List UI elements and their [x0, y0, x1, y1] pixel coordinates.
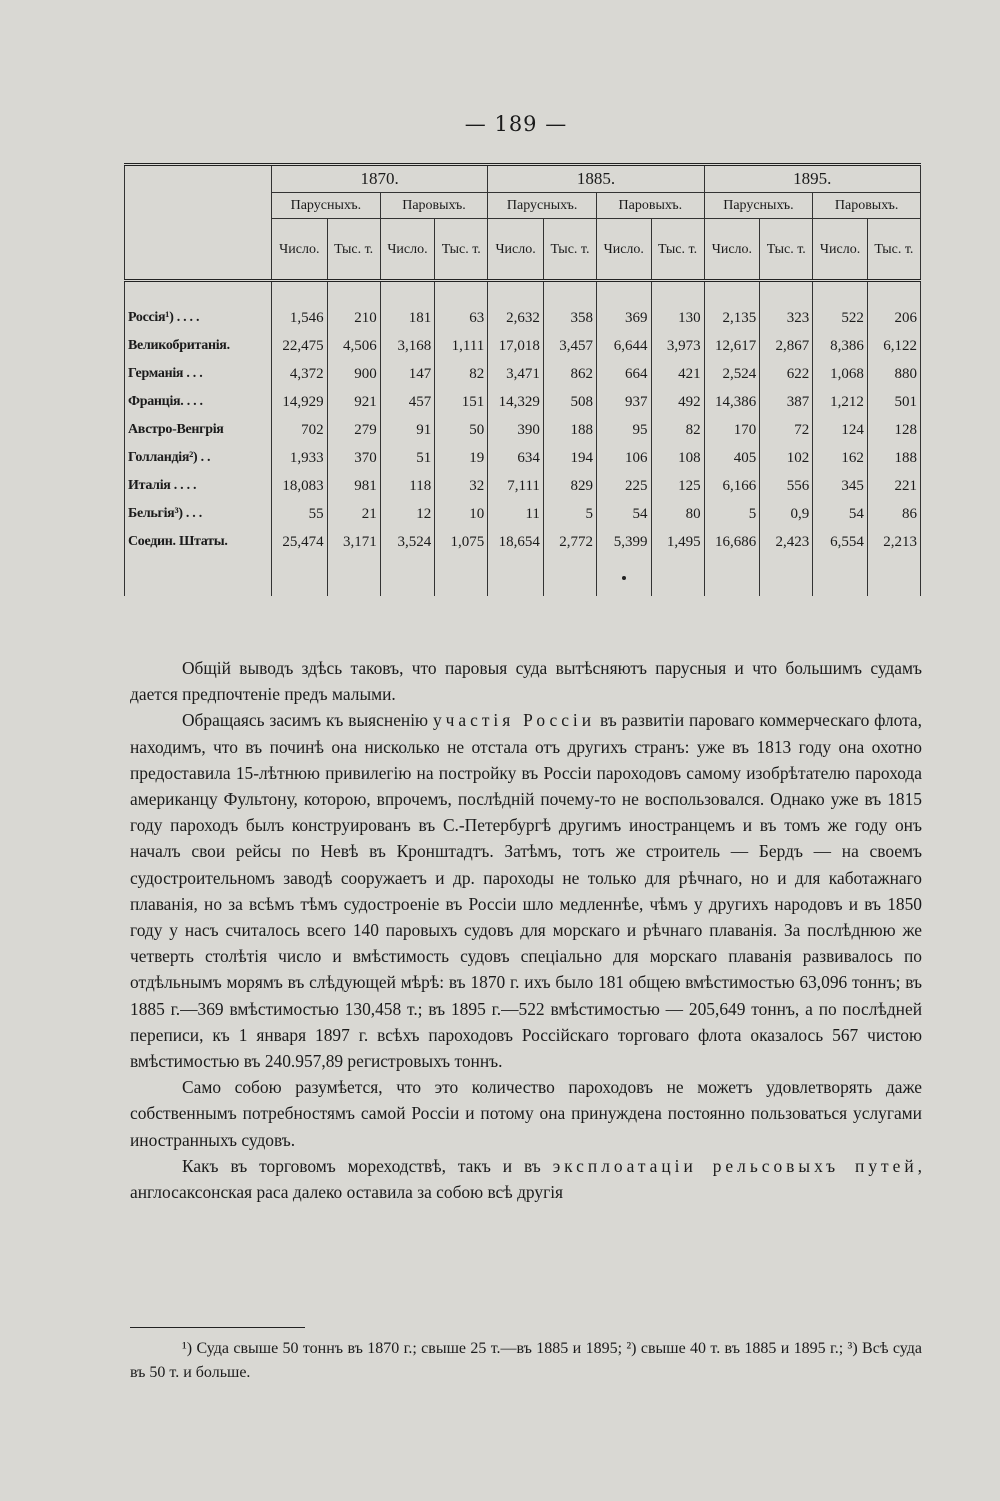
value-cell: 5 — [704, 500, 760, 528]
paragraph — [130, 707, 922, 1074]
country-header — [125, 166, 272, 281]
value-cell: 8,386 — [813, 332, 868, 360]
country-cell: Голландія²) . . — [125, 444, 272, 472]
table-row — [125, 416, 921, 444]
paragraph: Общій выводъ здѣсь таковъ, что паровыя суда вытѣсняютъ парусныя и что большимъ судамъ дается предпочтеніе предъ малыми. — [130, 658, 922, 705]
value-cell: 921 — [327, 388, 380, 416]
tail-cell — [760, 556, 813, 596]
spacer-cell — [272, 281, 328, 305]
value-cell: 862 — [543, 360, 596, 388]
count-header: Число. — [380, 219, 435, 281]
value-cell: 18,654 — [488, 528, 544, 556]
value-cell: 900 — [327, 360, 380, 388]
value-cell: 130 — [651, 304, 704, 332]
value-cell: 80 — [651, 500, 704, 528]
value-cell: 11 — [488, 500, 544, 528]
value-cell: 3,457 — [543, 332, 596, 360]
spacer-cell — [813, 281, 868, 305]
page-number: — 189 — — [464, 112, 568, 136]
spacer-cell — [125, 281, 272, 305]
value-cell: 2,135 — [704, 304, 760, 332]
country-cell: Франція. . . . — [125, 388, 272, 416]
value-cell: 5,399 — [597, 528, 652, 556]
value-cell: 6,554 — [813, 528, 868, 556]
table-row — [125, 304, 921, 332]
value-cell: 3,168 — [380, 332, 435, 360]
spacer-row — [125, 281, 921, 305]
value-cell: 492 — [651, 388, 704, 416]
value-cell: 1,546 — [272, 304, 328, 332]
year-header: 1885. — [488, 166, 704, 193]
text-run: Обращаясь засимъ къ выясненію — [182, 710, 433, 731]
paragraph — [130, 1153, 922, 1205]
value-cell: 50 — [435, 416, 488, 444]
value-cell: 21 — [327, 500, 380, 528]
tonnage-header: Тыс. т. — [543, 219, 596, 281]
value-cell: 6,166 — [704, 472, 760, 500]
value-cell: 3,171 — [327, 528, 380, 556]
steam-header: Паровыхъ. — [380, 193, 488, 219]
tail-cell — [380, 556, 435, 596]
footnote-divider — [130, 1327, 305, 1328]
spacer-cell — [327, 281, 380, 305]
tail-cell — [435, 556, 488, 596]
value-cell: 188 — [543, 416, 596, 444]
value-cell: 369 — [597, 304, 652, 332]
tail-cell — [651, 556, 704, 596]
value-cell: 2,632 — [488, 304, 544, 332]
value-cell: 405 — [704, 444, 760, 472]
value-cell: 188 — [867, 444, 920, 472]
emphasized-text: эксплоатаціи рельсовыхъ путей — [552, 1155, 918, 1176]
country-cell: Австро-Венгрія — [125, 416, 272, 444]
count-header: Число. — [488, 219, 544, 281]
value-cell: 2,213 — [867, 528, 920, 556]
count-header: Число. — [813, 219, 868, 281]
value-cell: 6,644 — [597, 332, 652, 360]
text-run: Какъ въ торговомъ мореходствѣ, такъ и въ — [182, 1155, 553, 1176]
value-cell: 55 — [272, 500, 328, 528]
value-cell: 118 — [380, 472, 435, 500]
tail-cell — [704, 556, 760, 596]
table-row — [125, 332, 921, 360]
value-cell: 3,524 — [380, 528, 435, 556]
footnote: ¹) Суда свыше 50 тоннъ въ 1870 г.; свыше 25 т.—въ 1885 и 1895; ²) свыше 40 т. въ 1885 и 1895 г.; ³) Всѣ суда въ 50 т. и больше. — [130, 1340, 922, 1381]
tail-cell — [327, 556, 380, 596]
value-cell: 17,018 — [488, 332, 544, 360]
country-cell: Германія . . . — [125, 360, 272, 388]
tonnage-header: Тыс. т. — [867, 219, 920, 281]
value-cell: 210 — [327, 304, 380, 332]
value-cell: 125 — [651, 472, 704, 500]
sail-header: Парусныхъ. — [704, 193, 813, 219]
value-cell: 22,475 — [272, 332, 328, 360]
year-header: 1870. — [272, 166, 488, 193]
value-cell: 702 — [272, 416, 328, 444]
value-cell: 221 — [867, 472, 920, 500]
table-row — [125, 360, 921, 388]
value-cell: 1,111 — [435, 332, 488, 360]
value-cell: 1,933 — [272, 444, 328, 472]
text-run: въ развитіи пароваго коммерческаго флота, находимъ, что въ починѣ она нисколько не отстала отъ другихъ странъ: уже въ 1813 году она охотно предоставила 15-лѣтнюю привилегію на постройку въ Россіи пароходовъ самому изобрѣтателю парохода американцу Фультону, которою, впрочемъ, послѣдній почему-то не воспользовался. Однако уже въ 1815 году пароходъ былъ конструированъ въ С.-Петербургѣ другимъ иностранцемъ и въ томъ же году онъ началъ свои рейсы по Невѣ въ Кронштадтъ. Затѣмъ, тотъ же строитель — Бердъ — на своемъ судостроительномъ заводѣ сооружаетъ и др. пароходы не только для рѣчнаго, но и для каботажнаго плаванія, но за всѣмъ тѣмъ судостроеніе въ Россіи шло медленнѣе, чѣмъ у другихъ народовъ и въ 1850 году у насъ считалось всего 140 паровыхъ судовъ для морскаго и рѣчнаго плаванія. За послѣднюю же четверть столѣтія число и вмѣстимость судовъ спеціально для морскаго плаванія развивалось по отдѣльнымъ морямъ въ слѣдующей мѣрѣ: въ 1870 г. ихъ было 181 общею вмѣстимостью 63,096 тоннъ; въ 1885 г.—369 вмѣстимостью 130,458 т.; въ 1895 г.—522 вмѣстимостью — 205,649 тоннъ, а по послѣдней переписи, къ 1 января 1897 г. всѣхъ пароходовъ Россійскаго торговаго флота оказалось 567 чистою вмѣстимостью въ 240.957,89 регистровыхъ тоннъ. — [130, 710, 922, 1072]
value-cell: 1,068 — [813, 360, 868, 388]
value-cell: 86 — [867, 500, 920, 528]
tail-cell — [125, 556, 272, 596]
value-cell: 14,329 — [488, 388, 544, 416]
value-cell: 54 — [813, 500, 868, 528]
value-cell: 25,474 — [272, 528, 328, 556]
value-cell: 106 — [597, 444, 652, 472]
value-cell: 170 — [704, 416, 760, 444]
value-cell: 51 — [380, 444, 435, 472]
emphasized-text: участія Россіи — [432, 710, 596, 731]
year-header-row — [125, 166, 921, 193]
tail-cell — [272, 556, 328, 596]
sail-header: Парусныхъ. — [488, 193, 597, 219]
value-cell: 19 — [435, 444, 488, 472]
value-cell: 1,212 — [813, 388, 868, 416]
value-cell: 206 — [867, 304, 920, 332]
value-cell: 829 — [543, 472, 596, 500]
table-row — [125, 444, 921, 472]
value-cell: 390 — [488, 416, 544, 444]
value-cell: 82 — [651, 416, 704, 444]
country-cell: Соедин. Штаты. — [125, 528, 272, 556]
tail-cell — [543, 556, 596, 596]
value-cell: 634 — [488, 444, 544, 472]
fleet-statistics-table — [124, 163, 921, 603]
country-cell: Россія¹) . . . . — [125, 304, 272, 332]
value-cell: 4,372 — [272, 360, 328, 388]
tail-cell — [867, 556, 920, 596]
table-tail-row — [125, 556, 921, 596]
tonnage-header: Тыс. т. — [435, 219, 488, 281]
ink-dot — [622, 576, 626, 580]
value-cell: 3,471 — [488, 360, 544, 388]
value-cell: 2,524 — [704, 360, 760, 388]
value-cell: 151 — [435, 388, 488, 416]
spacer-cell — [704, 281, 760, 305]
table-row — [125, 472, 921, 500]
value-cell: 323 — [760, 304, 813, 332]
value-cell: 162 — [813, 444, 868, 472]
value-cell: 12 — [380, 500, 435, 528]
value-cell: 370 — [327, 444, 380, 472]
value-cell: 880 — [867, 360, 920, 388]
table-row — [125, 528, 921, 556]
spacer-cell — [597, 281, 652, 305]
tonnage-header: Тыс. т. — [651, 219, 704, 281]
value-cell: 345 — [813, 472, 868, 500]
value-cell: 1,075 — [435, 528, 488, 556]
value-cell: 194 — [543, 444, 596, 472]
tail-cell — [597, 556, 652, 596]
value-cell: 7,111 — [488, 472, 544, 500]
spacer-cell — [380, 281, 435, 305]
value-cell: 508 — [543, 388, 596, 416]
value-cell: 387 — [760, 388, 813, 416]
value-cell: 6,122 — [867, 332, 920, 360]
value-cell: 32 — [435, 472, 488, 500]
value-cell: 16,686 — [704, 528, 760, 556]
country-cell: Бельгія³) . . . — [125, 500, 272, 528]
value-cell: 358 — [543, 304, 596, 332]
value-cell: 18,083 — [272, 472, 328, 500]
value-cell: 82 — [435, 360, 488, 388]
body-text — [130, 655, 922, 1205]
value-cell: 91 — [380, 416, 435, 444]
value-cell: 5 — [543, 500, 596, 528]
value-cell: 457 — [380, 388, 435, 416]
value-cell: 108 — [651, 444, 704, 472]
value-cell: 1,495 — [651, 528, 704, 556]
value-cell: 501 — [867, 388, 920, 416]
spacer-cell — [488, 281, 544, 305]
value-cell: 181 — [380, 304, 435, 332]
value-cell: 556 — [760, 472, 813, 500]
tail-cell — [813, 556, 868, 596]
value-cell: 279 — [327, 416, 380, 444]
steam-header: Паровыхъ. — [597, 193, 705, 219]
value-cell: 147 — [380, 360, 435, 388]
value-cell: 95 — [597, 416, 652, 444]
count-header: Число. — [704, 219, 760, 281]
value-cell: 421 — [651, 360, 704, 388]
tail-cell — [488, 556, 544, 596]
value-cell: 0,9 — [760, 500, 813, 528]
value-cell: 2,423 — [760, 528, 813, 556]
table-row — [125, 388, 921, 416]
value-cell: 2,867 — [760, 332, 813, 360]
value-cell: 225 — [597, 472, 652, 500]
spacer-cell — [651, 281, 704, 305]
value-cell: 622 — [760, 360, 813, 388]
value-cell: 2,772 — [543, 528, 596, 556]
value-cell: 72 — [760, 416, 813, 444]
spacer-cell — [760, 281, 813, 305]
value-cell: 4,506 — [327, 332, 380, 360]
value-cell: 522 — [813, 304, 868, 332]
value-cell: 664 — [597, 360, 652, 388]
country-cell: Великобританія. — [125, 332, 272, 360]
country-cell: Италія . . . . — [125, 472, 272, 500]
text-run: , англосаксонская раса далеко оставила за собою всѣ другія — [130, 1155, 922, 1203]
value-cell: 63 — [435, 304, 488, 332]
value-cell: 124 — [813, 416, 868, 444]
count-header: Число. — [597, 219, 652, 281]
tonnage-header: Тыс. т. — [327, 219, 380, 281]
paragraph: Само собою разумѣется, что это количество пароходовъ не можетъ удовлетворять даже собственнымъ потребностямъ самой Россіи и потому она принуждена постоянно пользоваться услугами иностранныхъ судовъ. — [130, 1077, 922, 1150]
year-header: 1895. — [704, 166, 920, 193]
value-cell: 14,929 — [272, 388, 328, 416]
value-cell: 54 — [597, 500, 652, 528]
value-cell: 128 — [867, 416, 920, 444]
steam-header: Паровыхъ. — [813, 193, 921, 219]
count-header: Число. — [272, 219, 328, 281]
spacer-cell — [543, 281, 596, 305]
value-cell: 12,617 — [704, 332, 760, 360]
value-cell: 10 — [435, 500, 488, 528]
spacer-cell — [435, 281, 488, 305]
value-cell: 14,386 — [704, 388, 760, 416]
tonnage-header: Тыс. т. — [760, 219, 813, 281]
value-cell: 981 — [327, 472, 380, 500]
value-cell: 937 — [597, 388, 652, 416]
value-cell: 102 — [760, 444, 813, 472]
spacer-cell — [867, 281, 920, 305]
value-cell: 3,973 — [651, 332, 704, 360]
sail-header: Парусныхъ. — [272, 193, 381, 219]
table-row — [125, 500, 921, 528]
